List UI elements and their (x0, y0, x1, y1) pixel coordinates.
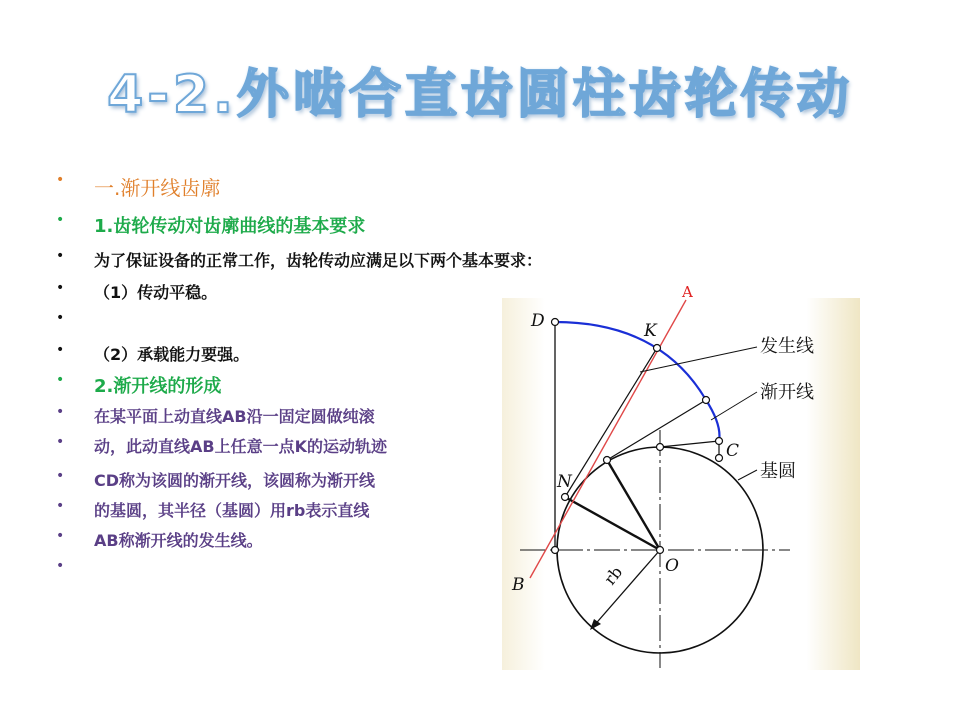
bullet-dot: • (56, 342, 65, 358)
label-o: O (665, 556, 679, 576)
bullet-dot: • (56, 212, 65, 228)
point (657, 444, 664, 451)
bullet-dot: • (56, 434, 65, 450)
radius-rb-line (592, 550, 660, 628)
label-a: A (682, 283, 693, 301)
bullet-text: 1.齿轮传动对齿廓曲线的基本要求 (94, 216, 366, 237)
leader-involute (711, 392, 757, 420)
bullet-text: （2）承载能力要强。 (94, 345, 250, 364)
bullet-text: 为了保证设备的正常工作，齿轮传动应满足以下两个基本要求： (94, 251, 543, 270)
bullet-dot: • (56, 248, 65, 264)
tangent-line (565, 348, 657, 497)
point (716, 455, 723, 462)
point-k (654, 345, 661, 352)
point-c (716, 438, 723, 445)
label-base-circle: 基圆 (760, 461, 796, 482)
point-o (657, 547, 664, 554)
label-rb: rb (600, 562, 627, 589)
slide-title: 4-2.外啮合直齿圆柱齿轮传动 (107, 65, 853, 125)
bullet-text: 动，此动直线AB上任意一点K的运动轨迹 (94, 437, 387, 456)
point-n (562, 494, 569, 501)
bullet-text: AB称渐开线的发生线。 (94, 531, 263, 550)
label-b: B (512, 575, 525, 595)
bullet-text: 一.渐开线齿廓 (94, 176, 221, 200)
bullet-dot: • (56, 558, 65, 574)
bullet-dot: • (56, 280, 65, 296)
bullet-dot: • (56, 468, 65, 484)
label-generating-line: 发生线 (760, 336, 814, 357)
bullet-dot: • (56, 372, 65, 388)
bullet-dot: • (56, 498, 65, 514)
point (552, 547, 559, 554)
bullet-text: CD称为该圆的渐开线，该圆称为渐开线 (94, 471, 376, 490)
leader-base-circle (738, 470, 757, 480)
bullet-text: 2.渐开线的形成 (94, 376, 222, 397)
bullet-dot: • (56, 310, 65, 326)
point-d (552, 319, 559, 326)
point (703, 397, 710, 404)
bullet-text: （1）传动平稳。 (94, 283, 218, 302)
generating-line-ab (530, 300, 686, 578)
bullet-dot: • (56, 404, 65, 420)
bullet-text: 在某平面上动直线AB沿一固定圆做纯滚 (94, 407, 375, 426)
bullet-text: 的基圆，其半径（基圆）用rb表示直线 (94, 501, 370, 520)
label-k: K (644, 321, 657, 341)
point (604, 457, 611, 464)
label-n: N (557, 472, 572, 492)
radius-arrowhead (590, 619, 601, 630)
tangent-line (660, 441, 719, 447)
label-involute: 渐开线 (760, 382, 814, 403)
label-c: C (726, 441, 740, 461)
involute-curve (555, 322, 719, 441)
label-d: D (531, 311, 545, 331)
bullet-dot: • (56, 528, 65, 544)
bullet-dot: • (56, 172, 65, 188)
